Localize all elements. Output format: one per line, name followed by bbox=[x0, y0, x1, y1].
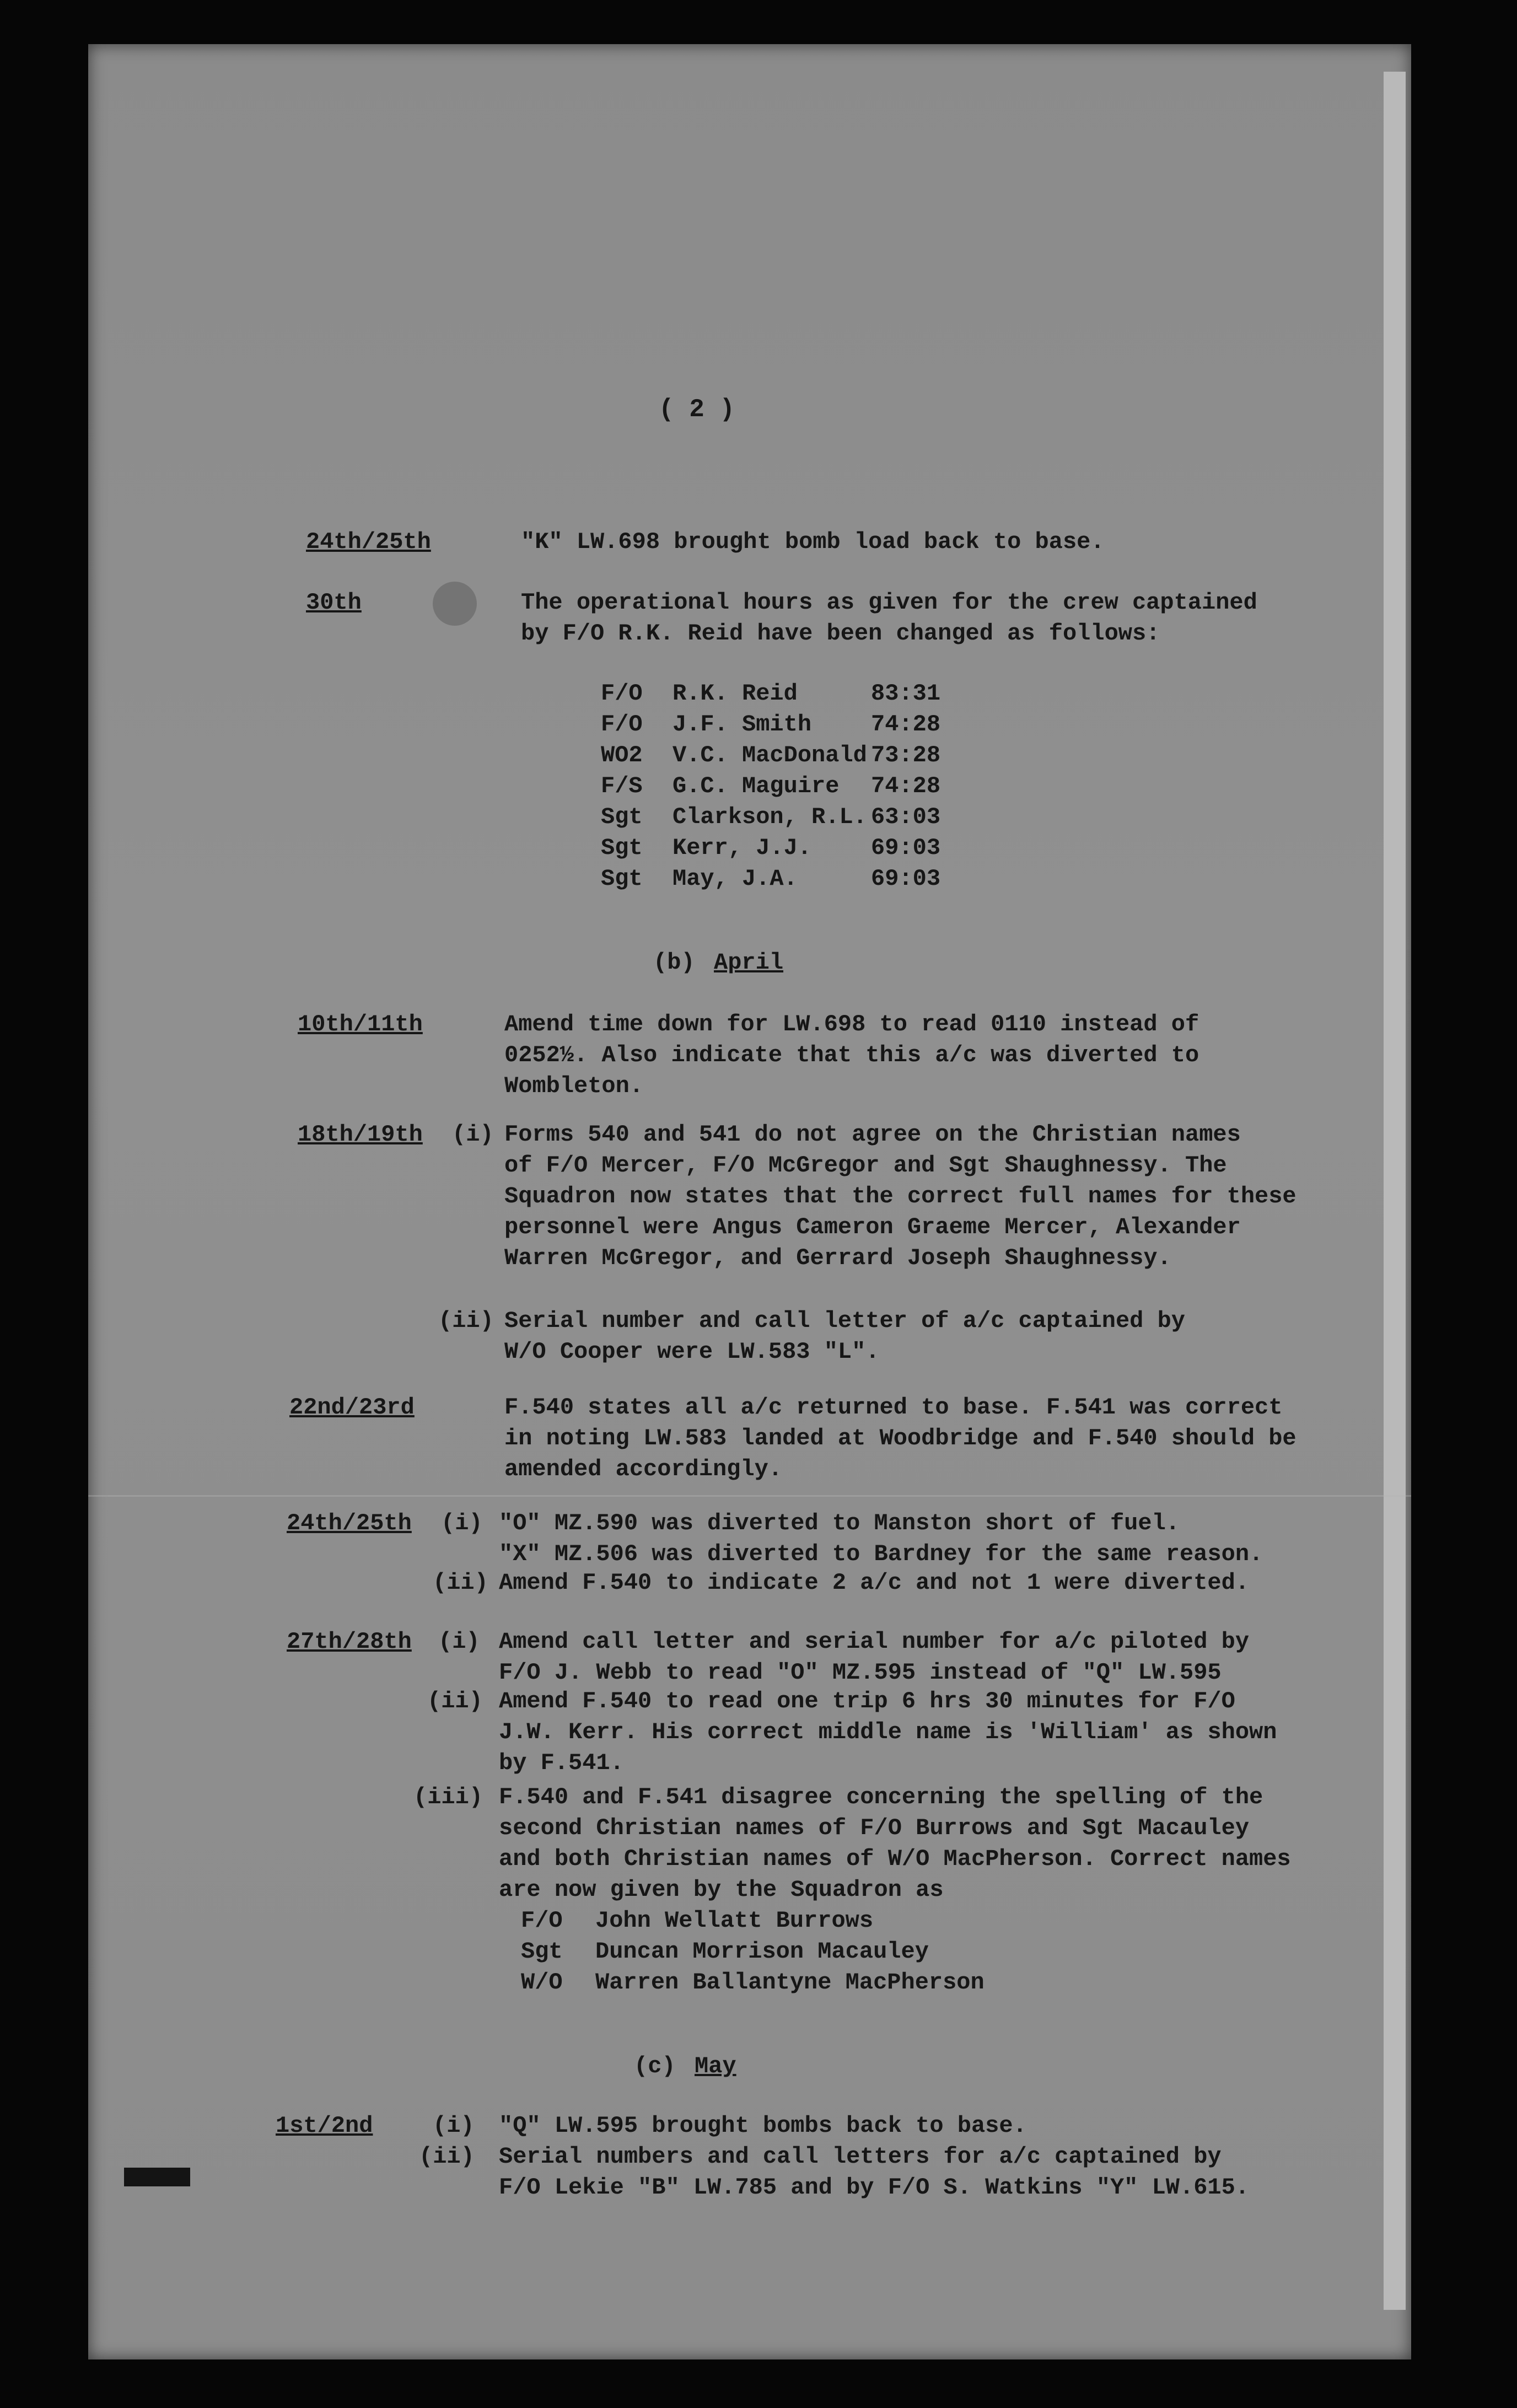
margin-tab bbox=[124, 2168, 190, 2186]
section-heading: April bbox=[714, 949, 784, 976]
crew-name: Clarkson, R.L. bbox=[673, 804, 867, 830]
entry-text: "O" MZ.590 was diverted to Manston short of fuel. "X" MZ.506 was diverted to Bardney for the same reason. bbox=[499, 1510, 1263, 1567]
item-number: (i) bbox=[438, 1628, 480, 1655]
item-number: (i) bbox=[441, 1510, 483, 1536]
page-number: ( 2 ) bbox=[659, 395, 735, 424]
crew-hours: 74:28 bbox=[871, 711, 941, 738]
page-edge bbox=[1384, 72, 1406, 2310]
entry-text: "K" LW.698 brought bomb load back to base. bbox=[521, 529, 1105, 555]
crew-rank: Sgt bbox=[601, 804, 643, 830]
crew-rank: WO2 bbox=[601, 742, 643, 768]
person-name: Duncan Morrison Macauley bbox=[595, 1938, 929, 1965]
entry-text: Serial number and call letter of a/c captained by W/O Cooper were LW.583 "L". bbox=[504, 1308, 1186, 1365]
crew-name: R.K. Reid bbox=[673, 680, 798, 707]
crew-name: V.C. MacDonald bbox=[673, 742, 867, 768]
section-letter: (b) bbox=[653, 949, 695, 976]
entry-date: 18th/19th bbox=[298, 1121, 423, 1148]
crew-hours: 83:31 bbox=[871, 680, 941, 707]
crew-hours: 63:03 bbox=[871, 804, 941, 830]
entry-date: 24th/25th bbox=[306, 529, 431, 555]
crew-rank: F/O bbox=[601, 711, 643, 738]
item-number: (ii) bbox=[427, 1688, 483, 1714]
item-number: (ii) bbox=[433, 1570, 488, 1596]
entry-date: 24th/25th bbox=[287, 1510, 412, 1536]
person-rank: F/O bbox=[521, 1907, 563, 1934]
crew-hours: 73:28 bbox=[871, 742, 941, 768]
entry-text: Amend F.540 to indicate 2 a/c and not 1 were diverted. bbox=[499, 1570, 1250, 1596]
entry-text: Serial numbers and call letters for a/c captained by F/O Lekie "B" LW.785 and by F/O S. Watkins "Y" LW.615. bbox=[499, 2143, 1250, 2201]
person-name: Warren Ballantyne MacPherson bbox=[595, 1969, 985, 1996]
entry-text: Amend F.540 to read one trip 6 hrs 30 minutes for F/O J.W. Kerr. His correct middle name is 'William' as shown by F.541. bbox=[499, 1688, 1277, 1776]
person-rank: Sgt bbox=[521, 1938, 563, 1965]
section-letter: (c) bbox=[634, 2053, 676, 2079]
entry-date: 10th/11th bbox=[298, 1011, 423, 1038]
item-number: (ii) bbox=[419, 2143, 475, 2170]
section-heading: May bbox=[695, 2053, 736, 2079]
entry-text: Amend time down for LW.698 to read 0110 instead of 0252½. Also indicate that this a/c was diverted to Wombleton. bbox=[504, 1011, 1199, 1099]
person-rank: W/O bbox=[521, 1969, 563, 1996]
person-name: John Wellatt Burrows bbox=[595, 1907, 874, 1934]
crew-name: J.F. Smith bbox=[673, 711, 812, 738]
crew-name: G.C. Maguire bbox=[673, 773, 840, 799]
crew-name: Kerr, J.J. bbox=[673, 835, 812, 861]
entry-text: "Q" LW.595 brought bombs back to base. bbox=[499, 2113, 1027, 2139]
crew-hours: 69:03 bbox=[871, 835, 941, 861]
crew-rank: F/S bbox=[601, 773, 643, 799]
entry-date: 30th bbox=[306, 589, 362, 616]
entry-text: Forms 540 and 541 do not agree on the Christian names of F/O Mercer, F/O McGregor and Sgt Shaughnessy. The Squadron now states that the correct full names for these personnel were Angus Cameron Graeme Mercer, Alexander Warren McGregor, and Gerrard Joseph Shaughnessy. bbox=[504, 1121, 1297, 1271]
item-number: (iii) bbox=[413, 1784, 483, 1810]
entry-text: Amend call letter and serial number for a/c piloted by F/O J. Webb to read "O" MZ.595 instead of "Q" LW.595 bbox=[499, 1628, 1250, 1686]
entry-text: F.540 states all a/c returned to base. F.541 was correct in noting LW.583 landed at Woodbridge and F.540 should be amended accordingly. bbox=[504, 1394, 1297, 1482]
ink-stain bbox=[433, 582, 477, 626]
item-number: (i) bbox=[433, 2113, 475, 2139]
item-number: (i) bbox=[452, 1121, 494, 1148]
crew-name: May, J.A. bbox=[673, 866, 798, 892]
crew-rank: Sgt bbox=[601, 835, 643, 861]
fold-line bbox=[88, 1495, 1411, 1497]
item-number: (ii) bbox=[438, 1308, 494, 1334]
crew-rank: F/O bbox=[601, 680, 643, 707]
entry-text: The operational hours as given for the crew captained by F/O R.K. Reid have been changed as follows: bbox=[521, 589, 1257, 647]
entry-date: 27th/28th bbox=[287, 1628, 412, 1655]
entry-text: F.540 and F.541 disagree concerning the spelling of the second Christian names of F/O Burrows and Sgt Macauley and both Christian names of W/O MacPherson. Correct names are now given by the Squadron as bbox=[499, 1784, 1291, 1903]
crew-hours: 74:28 bbox=[871, 773, 941, 799]
crew-hours: 69:03 bbox=[871, 866, 941, 892]
crew-rank: Sgt bbox=[601, 866, 643, 892]
entry-date: 1st/2nd bbox=[276, 2113, 373, 2139]
entry-date: 22nd/23rd bbox=[289, 1394, 415, 1421]
